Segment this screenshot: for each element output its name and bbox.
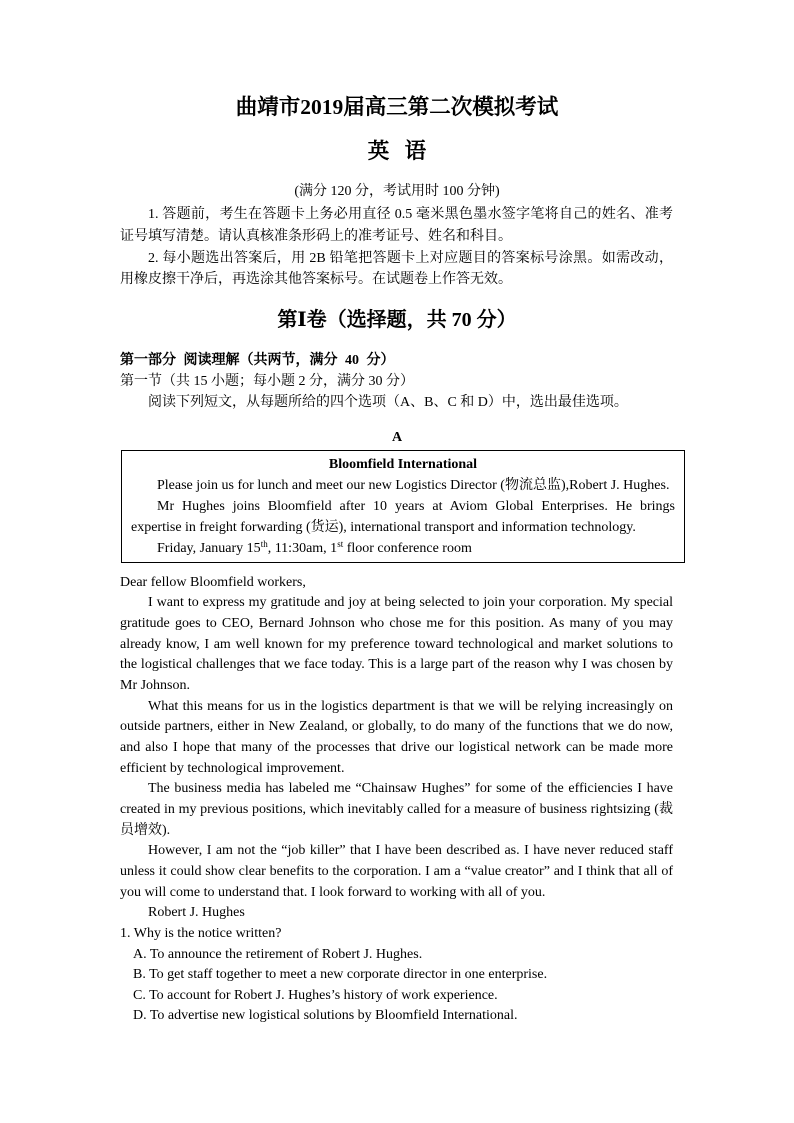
letter-paragraph: However, I am not the “job killer” that I have been described as. I have never reduced staff unless it could show clear benefits to the corporation. I am a “value creator” and I think that all of you will come to understand that. I look forward to working with all of you. [120, 843, 673, 900]
event-floor-suffix: st [337, 539, 344, 549]
exam-meta: (满分 120 分，考试用时 100 分钟) [294, 184, 500, 199]
notice-box [121, 450, 685, 563]
question-option-d: D. To advertise new logistical solutions by Bloomfield International. [133, 1008, 518, 1024]
notice-background: Mr Hughes joins Bloomfield after 10 years at Aviom Global Enterprises. He brings expertise in freight forwarding (货运), international transport and information technology. [131, 499, 675, 535]
event-time-floor: , 11:30am, 1 [267, 541, 338, 556]
part-header [120, 350, 673, 413]
event-date: Friday, January 15 [157, 541, 261, 556]
notice-title: Bloomfield International [328, 457, 478, 472]
letter-and-questions [120, 573, 673, 1027]
instruction-item: 2. 每小题选出答案后，用 2B 铅笔把答题卡上对应题目的答案标号涂黑。如需改动，用橡皮擦干净后，再选涂其他答案标号。在试题卷上作答无效。 [120, 250, 673, 288]
part-title: 第一部分 阅读理解（共两节，满分 40 分） [120, 352, 395, 368]
volume-title: 第Ⅰ卷（选择题，共 70 分） [277, 309, 517, 331]
letter-signature: Robert J. Hughes [148, 905, 245, 921]
instruction-item: 1. 答题前，考生在答题卡上务必用直径 0.5 毫米黑色墨水签字笔将自己的姓名、准考证号填写清楚。请认真核准条形码上的准考证号、姓名和科目。 [120, 207, 673, 244]
subject-title: 英 语 [367, 139, 427, 163]
section-title: 第一节（共 15 小题；每小题 2 分，满分 30 分） [120, 373, 414, 389]
letter-salutation: Dear fellow Bloomfield workers, [120, 574, 306, 590]
letter-paragraph: I want to express my gratitude and joy at being selected to join your corporation. My special gratitude goes to CEO, Bernard Johnson who chose me for this position. As many of you may already know, I am well known for my preference toward technological and market solutions to the logistical challenges that we face today. This is a large part of the reason why I was chosen by Mr Johnson. [120, 595, 673, 693]
notice-event-details [131, 538, 675, 559]
passage-label: A [391, 430, 403, 445]
question-stem: 1. Why is the notice written? [120, 925, 282, 941]
notice-invitation: Please join us for lunch and meet our new Logistics Director (物流总监),Robert J. Hughes. [157, 478, 670, 493]
letter-paragraph: The business media has labeled me “Chainsaw Hughes” for some of the efficiencies I have created in my previous positions, which inevitably called for a measure of business rightsizing (裁员增效). [120, 781, 673, 838]
exam-title: 曲靖市2019届高三第二次模拟考试 [235, 95, 559, 119]
section-directions: 阅读下列短文，从每题所给的四个选项（A、B、C 和 D）中，选出最佳选项。 [148, 394, 628, 410]
letter-paragraph: What this means for us in the logistics department is that we will be relying increasingly on outside partners, either in New Zealand, or globally, to do many of the functions that we do now, and also I hope that many of the processes that drive our logistical network can be made more efficient by technological improvement. [120, 698, 673, 776]
exam-instructions [120, 204, 673, 291]
question-option-c: C. To account for Robert J. Hughes’s history of work experience. [133, 987, 498, 1003]
event-date-suffix: th [260, 539, 268, 549]
event-room: floor conference room [343, 541, 472, 556]
question-option-a: A. To announce the retirement of Robert J. Hughes. [133, 946, 423, 962]
question-option-b: B. To get staff together to meet a new corporate director in one enterprise. [133, 967, 548, 983]
